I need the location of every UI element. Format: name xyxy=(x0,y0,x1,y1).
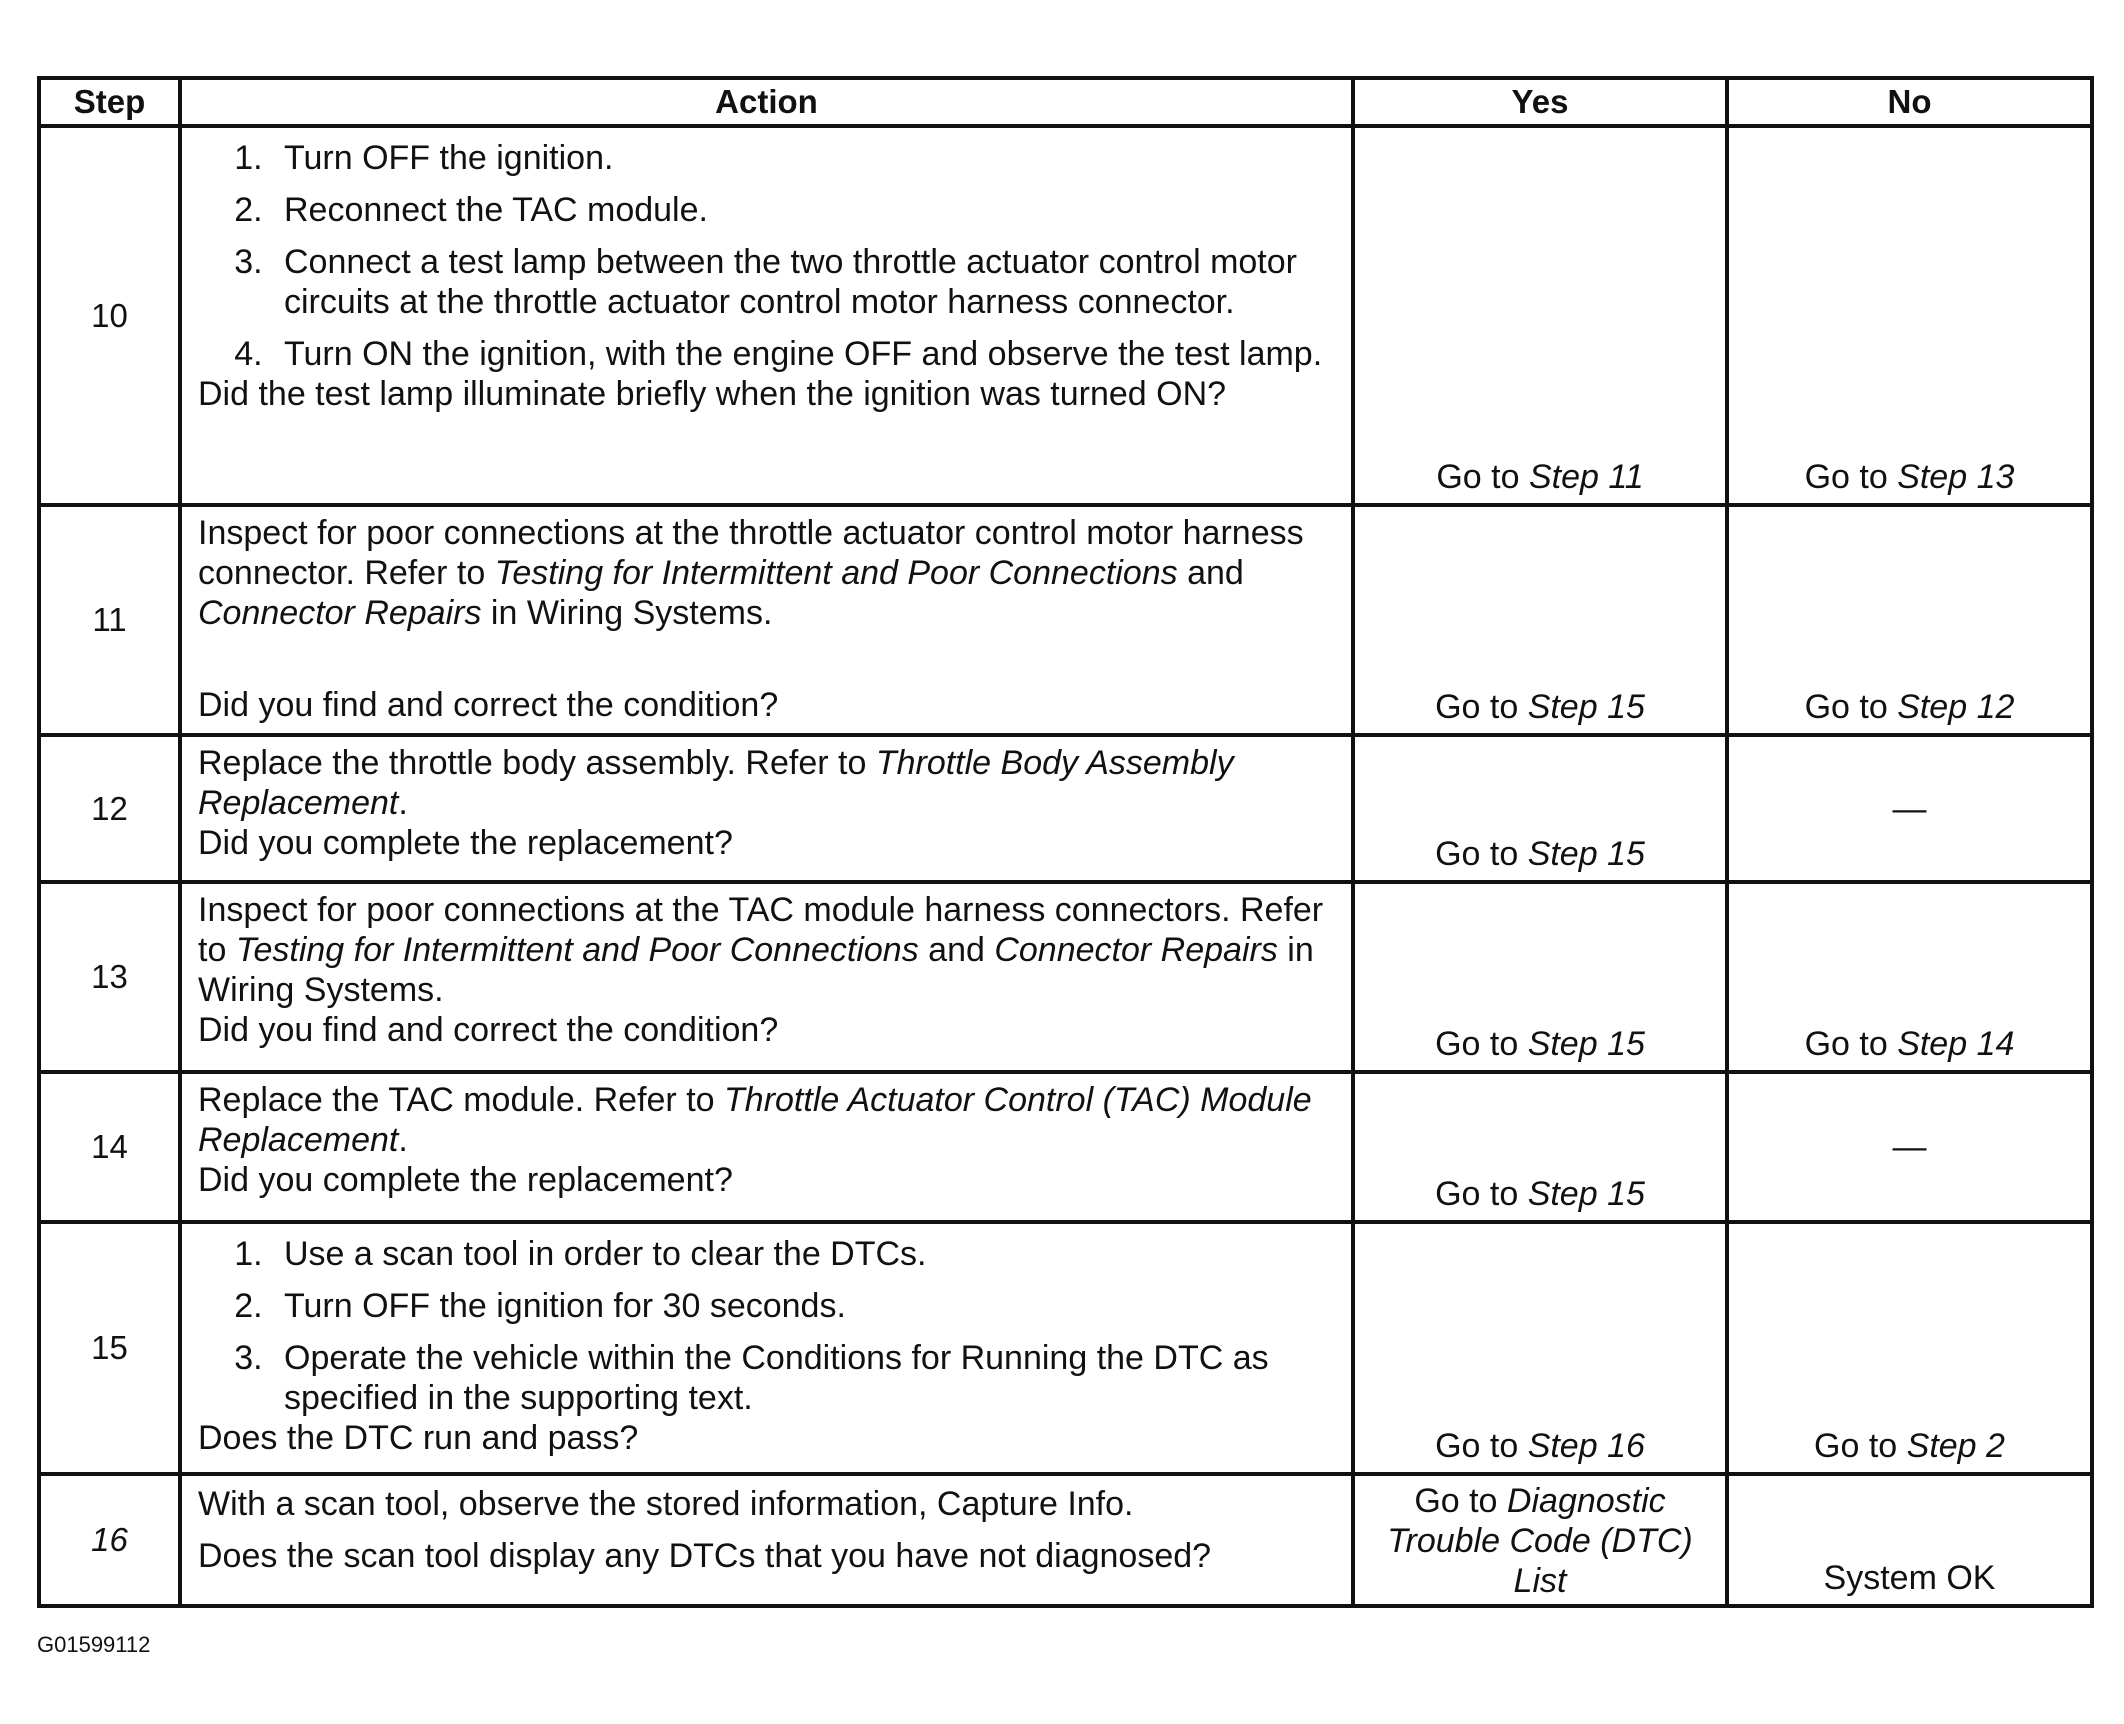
step-number: 10 xyxy=(39,126,180,505)
table-row xyxy=(39,1222,2092,1474)
step-link[interactable]: Step 15 xyxy=(1527,688,1645,726)
reference-link[interactable]: Diagnostic Trouble Code (DTC) List xyxy=(1387,1482,1693,1600)
question-text: Does the scan tool display any DTCs that you have not diagnosed? xyxy=(198,1537,1212,1575)
action-text: With a scan tool, observe the stored information, Capture Info. xyxy=(198,1485,1134,1523)
table-row xyxy=(39,735,2092,882)
list-item: 4. Turn ON the ignition, with the engine OFF and observe the test lamp. xyxy=(272,334,1331,374)
no-cell: Go to Step 12 xyxy=(1727,505,2092,735)
step-link[interactable]: Step 12 xyxy=(1897,688,2015,726)
reference-link[interactable]: Connector Repairs xyxy=(994,931,1278,969)
table-row xyxy=(39,1072,2092,1222)
table-row xyxy=(39,126,2092,505)
action-list xyxy=(198,138,1331,374)
yes-cell: Go to Step 15 xyxy=(1353,505,1727,735)
question-text: Did you find and correct the condition? xyxy=(198,686,779,724)
header-no: No xyxy=(1727,78,2092,126)
list-item: 3. Connect a test lamp between the two throttle actuator control motor circuits at the throttle actuator control motor harness connector. xyxy=(272,242,1331,322)
table-row xyxy=(39,1474,2092,1606)
list-item: 3. Operate the vehicle within the Conditions for Running the DTC as specified in the supporting text. xyxy=(272,1338,1331,1418)
step-link[interactable]: Step 15 xyxy=(1527,1025,1645,1063)
action-text: Replace the TAC module. Refer to Throttle Actuator Control (TAC) Module Replacement. xyxy=(198,1081,1312,1159)
action-cell xyxy=(180,882,1353,1072)
list-item: 2. Turn OFF the ignition for 30 seconds. xyxy=(272,1286,1331,1326)
table-row xyxy=(39,505,2092,735)
step-link[interactable]: Step 13 xyxy=(1897,458,2015,496)
step-link[interactable]: Step 11 xyxy=(1528,458,1644,496)
question-text: Did you complete the replacement? xyxy=(198,824,733,862)
action-cell xyxy=(180,735,1353,882)
question-text: Did you find and correct the condition? xyxy=(198,1011,779,1049)
step-number: 14 xyxy=(39,1072,180,1222)
action-cell xyxy=(180,1222,1353,1474)
diagnostic-table xyxy=(37,76,2094,1608)
reference-link[interactable]: Connector Repairs xyxy=(198,594,482,632)
action-list xyxy=(198,1234,1331,1418)
step-number: 13 xyxy=(39,882,180,1072)
action-cell xyxy=(180,1474,1353,1606)
yes-cell: Go to Step 16 xyxy=(1353,1222,1727,1474)
reference-link[interactable]: Throttle Actuator Control (TAC) Module Replacement xyxy=(198,1081,1312,1159)
step-link[interactable]: Step 15 xyxy=(1527,835,1645,873)
question-text: Does the DTC run and pass? xyxy=(198,1419,639,1457)
header-action: Action xyxy=(180,78,1353,126)
reference-link[interactable]: Throttle Body Assembly Replacement xyxy=(198,744,1234,822)
yes-cell: Go to Step 11 xyxy=(1353,126,1727,505)
no-cell: System OK xyxy=(1727,1474,2092,1606)
no-cell: — xyxy=(1727,1072,2092,1222)
step-number: 15 xyxy=(39,1222,180,1474)
no-cell: Go to Step 2 xyxy=(1727,1222,2092,1474)
step-number: 12 xyxy=(39,735,180,882)
no-cell: Go to Step 13 xyxy=(1727,126,2092,505)
reference-link[interactable]: Testing for Intermittent and Poor Connections xyxy=(494,554,1178,592)
table-row xyxy=(39,882,2092,1072)
step-link[interactable]: Step 15 xyxy=(1527,1175,1645,1213)
action-cell xyxy=(180,1072,1353,1222)
yes-cell: Go to Step 15 xyxy=(1353,735,1727,882)
header-step: Step xyxy=(39,78,180,126)
no-cell: Go to Step 14 xyxy=(1727,882,2092,1072)
header-yes: Yes xyxy=(1353,78,1727,126)
action-text: Inspect for poor connections at the TAC module harness connectors. Refer to Testing for Intermittent and Poor Connections and Connector Repairs in Wiring Systems. xyxy=(198,891,1324,1009)
step-number: 16 xyxy=(39,1474,180,1606)
question-text: Did the test lamp illuminate briefly when the ignition was turned ON? xyxy=(198,375,1227,413)
question-text: Did you complete the replacement? xyxy=(198,1161,733,1199)
yes-cell: Go to Step 15 xyxy=(1353,1072,1727,1222)
no-cell: — xyxy=(1727,735,2092,882)
action-cell xyxy=(180,505,1353,735)
action-text: Replace the throttle body assembly. Refer to Throttle Body Assembly Replacement. xyxy=(198,744,1234,822)
step-link[interactable]: Step 16 xyxy=(1527,1427,1645,1465)
list-item: 1. Use a scan tool in order to clear the DTCs. xyxy=(272,1234,1331,1274)
action-cell xyxy=(180,126,1353,505)
step-link[interactable]: Step 14 xyxy=(1897,1025,2015,1063)
figure-id: G01599112 xyxy=(37,1632,151,1657)
list-item: 2. Reconnect the TAC module. xyxy=(272,190,1331,230)
list-item: 1. Turn OFF the ignition. xyxy=(272,138,1331,178)
header-row xyxy=(39,78,2092,126)
step-link[interactable]: Step 2 xyxy=(1906,1427,2005,1465)
reference-link[interactable]: Testing for Intermittent and Poor Connections xyxy=(235,931,919,969)
yes-cell: Go to Diagnostic Trouble Code (DTC) List xyxy=(1353,1474,1727,1606)
yes-cell: Go to Step 15 xyxy=(1353,882,1727,1072)
step-number: 11 xyxy=(39,505,180,735)
action-text: Inspect for poor connections at the throttle actuator control motor harness connector. Refer to Testing for Intermittent and Poor Connections and Connector Repairs in Wiring Systems. xyxy=(198,514,1304,632)
